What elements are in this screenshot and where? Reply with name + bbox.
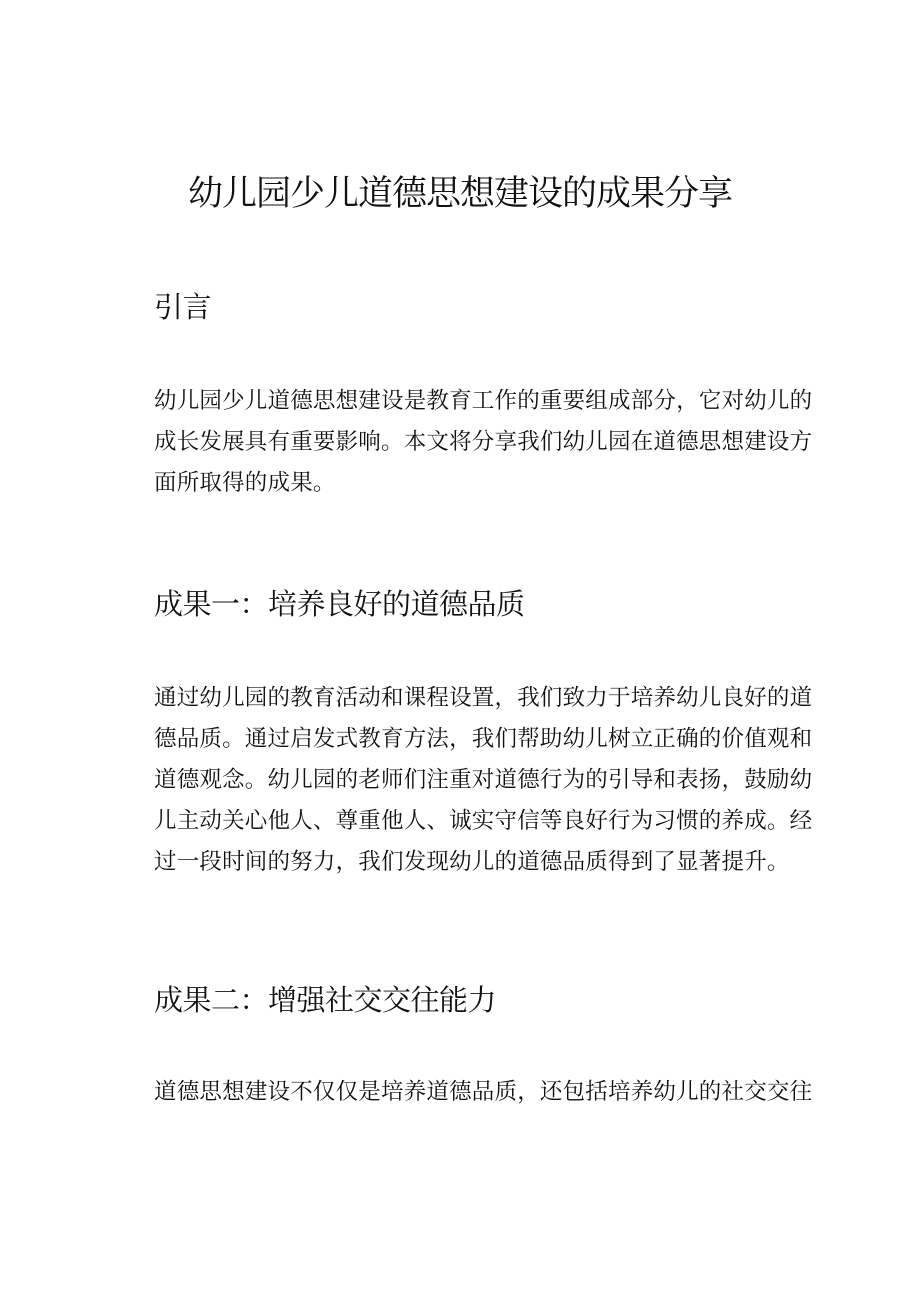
section-heading-result-two: 成果二：增强社交交往能力 xyxy=(154,983,497,1017)
page-title: 幼儿园少儿道德思想建设的成果分享 xyxy=(187,174,732,214)
section-paragraph-intro: 幼儿园少儿道德思想建设是教育工作的重要组成部分，它对幼儿的成长发展具有重要影响。本文将分享我们幼儿园在道德思想建设方面所取得的成果。 xyxy=(154,388,813,496)
section-heading-intro: 引言 xyxy=(154,290,212,324)
section-paragraph-result-two: 道德思想建设不仅仅是培养道德品质，还包括培养幼儿的社交交往 xyxy=(154,1079,813,1105)
section-paragraph-result-one: 通过幼儿园的教育活动和课程设置，我们致力于培养幼儿良好的道德品质。通过启发式教育方法，我们帮助幼儿树立正确的价值观和道德观念。幼儿园的老师们注重对道德行为的引导和表扬，鼓励幼儿主动关心他人、尊重他人、诚实守信等良好行为习惯的养成。经过一段时间的努力，我们发现幼儿的道德品质得到了显著提升。 xyxy=(154,685,813,875)
section-heading-result-one: 成果一：培养良好的道德品质 xyxy=(154,587,525,621)
